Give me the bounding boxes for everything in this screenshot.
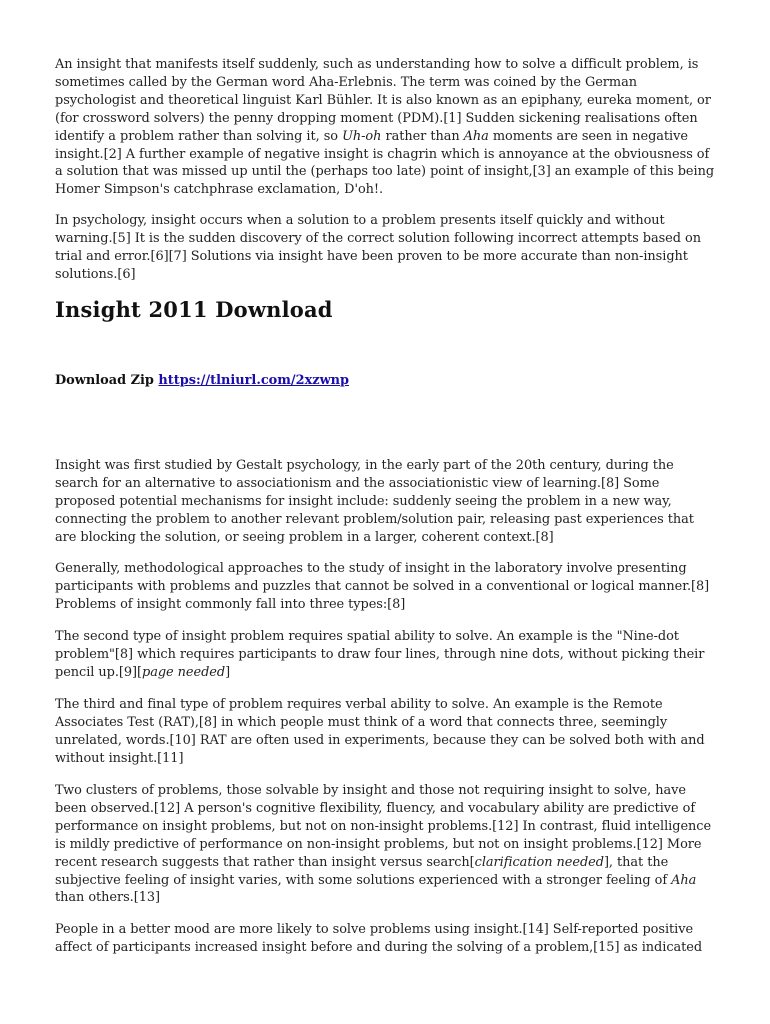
text-run: Generally, methodological approaches to the study of insight in the laboratory involve presenting participants with problems and puzzles that cannot be solved in a conventional or logical manner.[8] Problems of insight commonly fall into three types:[8] (55, 561, 710, 612)
text-run: People in a better mood are more likely to solve problems using insight.[14] Self-reported positive affect of participants increased insight before and during the solving of a problem,[15] as indicated (55, 922, 703, 955)
text-run: The second type of insight problem requires spatial ability to solve. An example is the "Nine-dot problem"[8] which requires participants to draw four lines, through nine dots, without picking their pencil up.[9][ (55, 629, 705, 680)
paragraph-mood (55, 921, 715, 957)
text-run: rather than (381, 128, 464, 144)
download-label: Download Zip (55, 373, 154, 388)
text-run-italic: Uh-oh (342, 128, 382, 144)
text-run: moments are seen in negative insight.[2] A further example of negative insight is chagrin which is annoyance at the obviousness of a solution that was missed up until the (perhaps too late) point of insight,[3] an example of this being Homer Simpson's catchphrase exclamation, D'oh!. (55, 128, 715, 198)
text-run-italic: Aha (463, 128, 489, 144)
paragraph-methodology (55, 560, 715, 614)
text-run-italic: Aha (671, 872, 697, 888)
text-run: The third and final type of problem requires verbal ability to solve. An example is the Remote Associates Test (RAT),[8] in which people must think of a word that connects three, seemingly unrelated, words.[10] RAT are often used in experiments, because they can be solved both with and without insight.[11] (55, 697, 705, 766)
text-run: In psychology, insight occurs when a solution to a problem presents itself quickly and without warning.[5] It is the sudden discovery of the correct solution following incorrect attempts based on trial and error.[6][7] Solutions via insight have been proven to be more accurate than non-insight solutions.[6] (55, 213, 701, 282)
text-run: ] (225, 664, 231, 680)
download-line (55, 373, 349, 388)
text-run-italic: clarification needed (474, 854, 604, 870)
text-run-italic: page needed (142, 664, 226, 680)
text-run: than others.[13] (55, 890, 160, 906)
page-title: Insight 2011 Download (55, 297, 333, 322)
paragraph-spatial-problem (55, 628, 715, 682)
paragraph-problem-clusters (55, 782, 715, 907)
download-link[interactable]: https://tlniurl.com/2xzwnp (158, 373, 350, 388)
text-run: Insight was first studied by Gestalt psychology, in the early part of the 20th century, during the search for an alternative to associationism and the associationistic view of learning.[8] Some proposed potential mechanisms for insight include: suddenly seeing the problem in a new way, connecting the problem to another relevant problem/solution pair, releasing past experiences that are blocking the solution, or seeing problem in a larger, coherent context.[8] (55, 458, 694, 545)
text-run: Two clusters of problems, those solvable by insight and those not requiring insight to solve, have been observed.[12] A person's cognitive flexibility, fluency, and vocabulary ability are predictive of performance on insight problems, but not on non-insight problems.[12] In contrast, fluid intelligence is mildly predictive of performance on non-insight problems, but not on insight problems.[12] More recent research suggests that rather than insight versus search[ (55, 783, 712, 870)
text-run: An insight that manifests itself suddenly, such as understanding how to solve a difficult problem, is sometimes called by the German word Aha-Erlebnis. The term was coined by the German psychologist and theoretical linguist Karl Bühler. It is also known as an epiphany, eureka moment, or (for crossword solvers) the penny dropping moment (PDM).[1] Sudden sickening realisations often identify a problem rather than solving it, so (55, 57, 711, 144)
paragraph-verbal-problem (55, 696, 715, 768)
text-run: ], that the subjective feeling of insight varies, with some solutions experienced with a stronger feeling of (55, 854, 672, 888)
paragraph-aha-erlebnis (55, 56, 715, 199)
paragraph-psychology (55, 212, 715, 284)
paragraph-gestalt (55, 457, 715, 547)
